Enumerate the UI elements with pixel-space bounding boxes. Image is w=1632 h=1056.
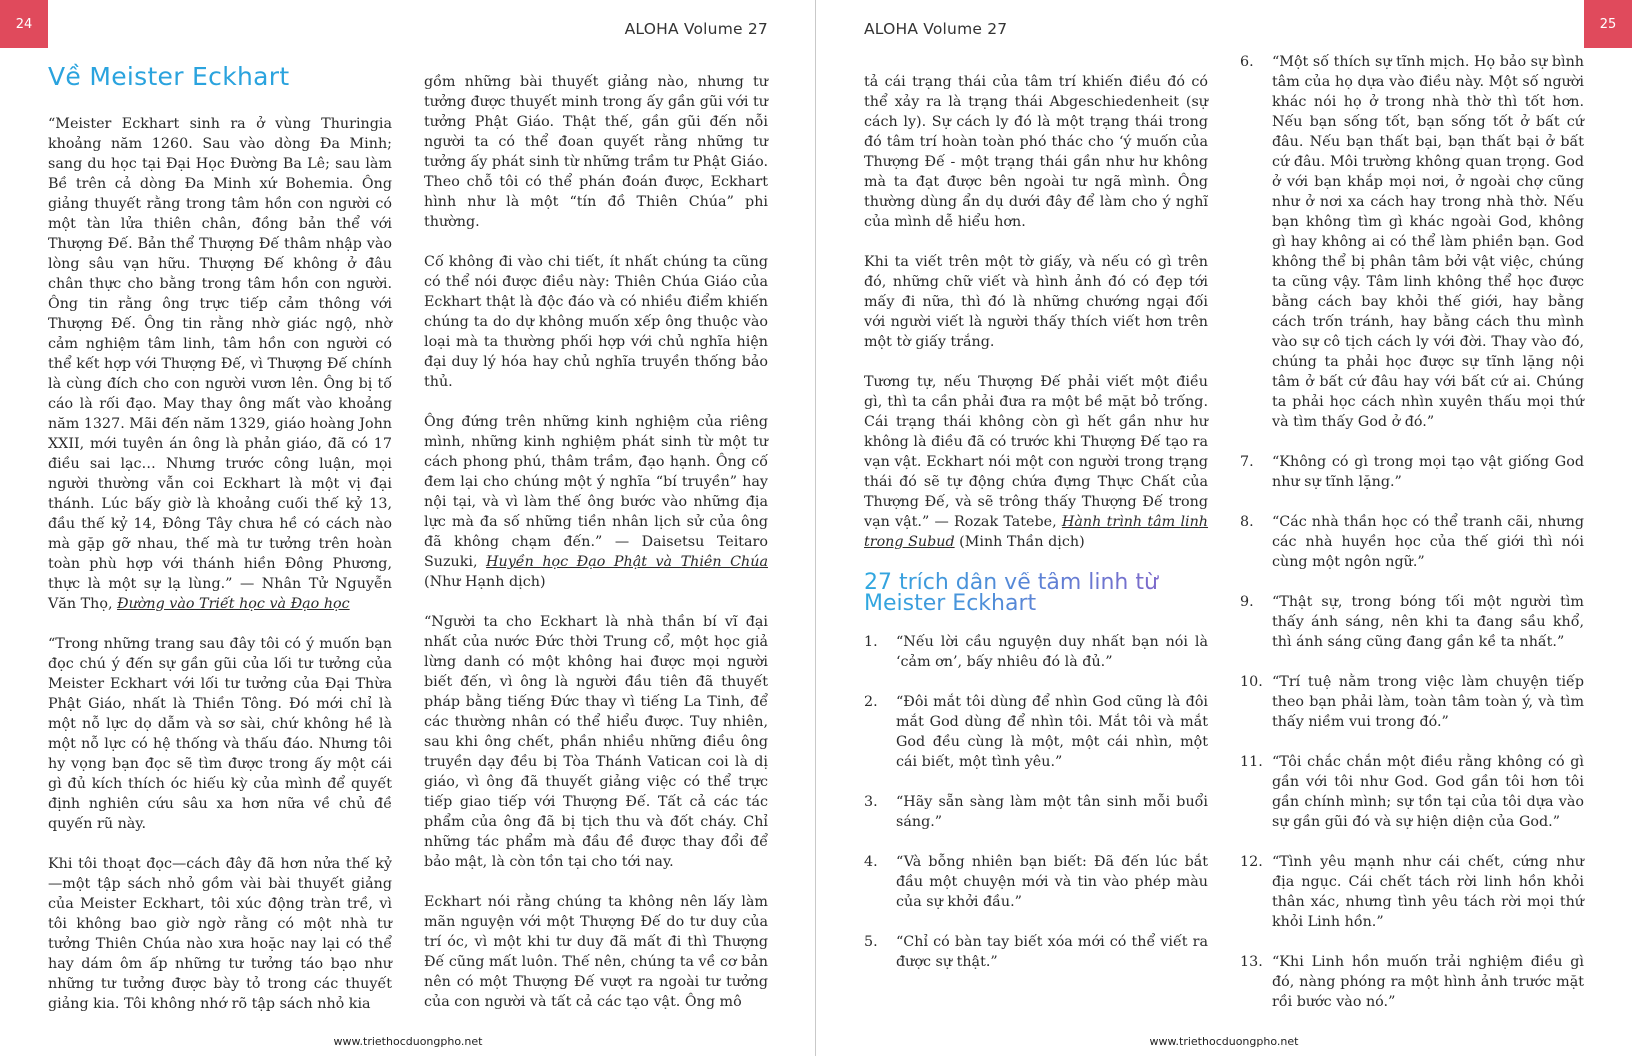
quote-item	[1240, 672, 1584, 732]
left-column-1	[48, 60, 392, 1034]
left-column-2	[424, 72, 768, 1032]
quote-text: “Các nhà thần học có thể tranh cãi, nhưng các nhà huyền học của thế giới thì nói cùng một ngôn ngữ.”	[1272, 514, 1584, 570]
quote-number: 5.	[864, 934, 878, 950]
quote-item	[1240, 512, 1584, 572]
running-header: ALOHA Volume 27	[864, 20, 1008, 38]
paragraph	[48, 114, 392, 614]
paragraph	[424, 412, 768, 592]
quote-text: “Không có gì trong mọi tạo vật giống God như sự tĩnh lặng.”	[1272, 454, 1584, 490]
right-column-2	[1240, 52, 1584, 1032]
quote-text: “Đôi mắt tôi dùng để nhìn God cũng là đôi mắt God dùng để nhìn tôi. Mắt tôi và mắt God đều cùng là một, một cái nhìn, một cái biết, một tình yêu.”	[896, 694, 1208, 770]
quote-number: 13.	[1240, 954, 1263, 970]
paragraph	[864, 372, 1208, 552]
book-reference: Đường vào Triết học và Đạo học	[117, 596, 350, 612]
quote-item	[1240, 592, 1584, 652]
translator-note: (Minh Thần dịch)	[954, 534, 1085, 550]
quote-text: “Tình yêu mạnh như cái chết, cứng như địa ngục. Cái chết tách rời linh hồn khỏi thân xác, nhưng tình yêu tách rời mọi thứ khỏi Linh hồn.”	[1272, 854, 1584, 930]
quote-number: 12.	[1240, 854, 1263, 870]
footer-url: www.triethocduongpho.net	[1149, 1035, 1299, 1048]
quote-number: 11.	[1240, 754, 1263, 770]
paragraph: “Người ta cho Eckhart là nhà thần bí vĩ đại nhất của nước Đức thời Trung cổ, một học giả lừng danh có một không hai được mọi người biết đến, vì ông là người đầu tiên đã thuyết pháp bằng tiếng Đức thay vì tiếng La Tinh, để các thường nhân có thể hiểu được. Tuy nhiên, sau khi ông chết, phần nhiều những điều ông truyền dạy đều bị Tòa Thánh Vatican coi là dị giáo, vì ông đã thuyết giảng việc có thể trực tiếp giao tiếp với Thượng Đế. Tất cả các tác phẩm của ông đã bị tịch thu và đốt cháy. Chỉ những tác phẩm mà đầu đề được thay đổi để bảo mật, là còn tồn tại cho tới nay.	[424, 614, 768, 870]
quote-list	[1240, 52, 1584, 1012]
quote-item	[1240, 852, 1584, 932]
quote-item	[1240, 52, 1584, 432]
page-number-badge	[0, 0, 48, 48]
quote-number: 10.	[1240, 674, 1263, 690]
quote-text: “Nếu lời cầu nguyện duy nhất bạn nói là ‘cảm ơn’, bấy nhiêu đó là đủ.”	[896, 634, 1208, 670]
quote-number: 9.	[1240, 594, 1254, 610]
quotes-section-title: 27 trích dẫn về tâm linh từ Meister Eckhart	[864, 572, 1208, 614]
page-number-badge	[1584, 0, 1632, 48]
book-reference: Hành trình tâm linh trong Subud	[864, 514, 1209, 550]
paragraph: Cố không đi vào chi tiết, ít nhất chúng ta cũng có thể nói được điều này: Thiên Chúa Giáo của Eckhart thật là độc đáo và có nhiều điểm khiến chúng ta do dự không muốn xếp ông thuộc vào loại mà ta thường phối hợp với chủ nghĩa hiện đại duy lý hóa hay chủ nghĩa truyền thống bảo thủ.	[424, 254, 768, 390]
quote-text: “Và bỗng nhiên bạn biết: Đã đến lúc bắt đầu một chuyện mới và tin vào phép màu của sự khởi đầu.”	[896, 854, 1208, 910]
paragraph: Khi tôi thoạt đọc—cách đây đã hơn nửa thế kỷ—một tập sách nhỏ gồm vài bài thuyết giảng của Meister Eckhart, tôi xúc động tràn trề, vì tôi không bao giờ ngờ rằng có một nhà tư tưởng Thiên Chúa nào xưa hoặc nay lại có thể hay dám ôm ấp những tư tưởng táo bạo như những tư tưởng được bày tỏ trong các thuyết giảng kia. Tôi không nhớ rõ tập sách nhỏ kia	[48, 856, 392, 1012]
paragraph-text: Tương tự, nếu Thượng Đế phải viết một điều gì, thì ta cần phải đưa ra một bề mặt bỏ trống. Cái trạng thái không còn gì hết gần như hư không là điều đã có trước khi Thượng Đế tạo ra vạn vật. Eckhart nói một con người trong trạng thái đó sẽ tự động chứa đựng Thực Chất của Thượng Đế, và sẽ trông thấy Thượng Đế trong vạn vật.” — Rozak Tatebe,	[864, 374, 1208, 530]
quote-text: “Thật sự, trong bóng tối một người tìm thấy ánh sáng, nên khi ta đang sầu khổ, thì ánh sáng cũng đang gần kề ta nhất.”	[1272, 594, 1584, 650]
quote-number: 3.	[864, 794, 878, 810]
quote-number: 7.	[1240, 454, 1254, 470]
quote-number: 1.	[864, 634, 878, 650]
page-number: 25	[1599, 16, 1617, 32]
quote-text: “Khi Linh hồn muốn trải nghiệm điều gì đó, nàng phóng ra một hình ảnh trước mặt rồi bước vào nó.”	[1272, 954, 1584, 1010]
quote-text: “Trí tuệ nằm trong việc làm chuyện tiếp theo bạn phải làm, toàn tâm toàn ý, và tìm thấy niềm vui trong đó.”	[1272, 674, 1584, 730]
quote-item	[864, 932, 1208, 972]
quote-number: 4.	[864, 854, 878, 870]
quote-number: 2.	[864, 694, 878, 710]
paragraph: “Trong những trang sau đây tôi có ý muốn bạn đọc chú ý đến sự gần gũi của lối tư tưởng của Meister Eckhart với lối tư tưởng của Đại Thừa Phật Giáo, nhất là Thiền Tông. Đó mới chỉ là một nỗ lực dọ dẫm và sơ sài, chứ không hề là một nỗ lực có hệ thống và thấu đáo. Nhưng tôi hy vọng bạn đọc sẽ tìm được trong ấy một cái gì đủ kích thích óc hiếu kỳ của mình để quyết định nghiên cứu sâu xa hơn nữa về chủ đề quyến rũ này.	[48, 636, 392, 832]
quote-item	[864, 692, 1208, 772]
paragraph: Eckhart nói rằng chúng ta không nên lấy làm mãn nguyện với một Thượng Đế do tư duy của trí óc, vì một khi tư duy đã mất đi thì Thượng Đế cũng mất luôn. Thế nên, chúng ta về cơ bản nên có một Thượng Đế vượt ra ngoài tư tưởng của con người và tất cả các tạo vật. Ông mô	[424, 894, 768, 1010]
right-column-1	[864, 72, 1208, 992]
quote-number: 8.	[1240, 514, 1254, 530]
paragraph: Khi ta viết trên một tờ giấy, và nếu có gì trên đó, những chữ viết và hình ảnh đó có đẹp tới mấy đi nữa, thì đó là những chướng ngại đối với người viết là người thấy thích viết hơn trên một tờ giấy trắng.	[864, 254, 1208, 350]
quote-item	[1240, 952, 1584, 1012]
quote-number: 6.	[1240, 54, 1254, 70]
quote-list	[864, 632, 1208, 972]
section-title: Về Meister Eckhart	[48, 62, 290, 91]
book-reference: Huyền học Đạo Phật và Thiên Chúa	[486, 554, 768, 570]
paragraph: gồm những bài thuyết giảng nào, nhưng tư tưởng được thuyết minh trong ấy gần gũi với tư tưởng Phật Giáo. Thật thế, gần gũi đến nỗi người ta có thể đoan quyết rằng những tư tưởng ấy phát sinh từ những trầm tư Phật Giáo. Theo chỗ tôi có thể phán đoán được, Eckhart hình như là một “tín đồ Thiên Chúa” phi thường.	[424, 74, 768, 230]
translator-note: (Như Hạnh dịch)	[424, 574, 546, 590]
quote-item	[1240, 752, 1584, 832]
quote-text: “Hãy sẵn sàng làm một tân sinh mỗi buổi sáng.”	[896, 794, 1208, 830]
quote-item	[864, 852, 1208, 912]
quote-item	[864, 792, 1208, 832]
quote-text: “Chỉ có bàn tay biết xóa mới có thể viết ra được sự thật.”	[896, 934, 1208, 970]
quote-text: “Một số thích sự tĩnh mịch. Họ bảo sự bình tâm của họ dựa vào điều này. Một số người khác nói họ ở trong nhà thờ thì tốt hơn. Nếu bạn sống tốt, bạn sống tốt ở bất cứ đâu. Nếu bạn thất bại, bạn thất bại ở bất cứ đâu. Môi trường không quan trọng. God ở với bạn khắp mọi nơi, ở ngoài chợ cũng như ở nơi xa cách hay trong nhà thờ. Nếu bạn không tìm gì khác ngoài God, không gì hay không ai có thể làm phiền bạn. God không thể bị phân tâm bởi vật việc, chúng ta cũng vậy. Tâm linh không thể học được bằng cách bay khỏi thế giới, hay bằng cách trốn tránh, hay bằng cách thu mình vào sự cô tịch cách ly với đời. Thay vào đó, chúng ta phải học được sự tĩnh lặng nội tâm ở bất cứ đâu hay với bất cứ ai. Chúng ta phải học cách nhìn xuyên thấu mọi thứ và tìm thấy God ở đó.”	[1272, 54, 1584, 430]
quote-item	[864, 632, 1208, 672]
paragraph-text: Ông đứng trên những kinh nghiệm của riêng mình, những kinh nghiệm phát sinh từ một tư cách phong phú, thâm trầm, đạo hạnh. Ông cố đem lại cho chúng một ý nghĩa “bí truyền” hay nội tại, và vì làm thế ông bước vào những địa lực mà đa số những tiền nhân lịch sử của ông đã không chạm đến.” — Daisetsu Teitaro Suzuki,	[424, 414, 768, 570]
footer-url: www.triethocduongpho.net	[333, 1035, 483, 1048]
quote-item	[1240, 452, 1584, 492]
paragraph-text: “Meister Eckhart sinh ra ở vùng Thuringia khoảng năm 1260. Sau vào dòng Đa Minh; sang du học tại Đại Học Đường Ba Lê; sau làm Bề trên cả dòng Đa Minh xứ Bohemia. Ông giảng thuyết rằng trong tâm hồn con người có một tàn lửa thiên chân, đồng bản thể với Thượng Đế. Bản thể Thượng Đế thâm nhập vào lòng sâu vạn hữu. Thượng Đế không ở đâu chân thực cho bằng trong tâm hồn con người. Ông tin rằng ông trực tiếp cảm thông với Thượng Đế. Ông tin rằng nhờ giác ngộ, nhờ cảm nghiệm tâm linh, tâm hồn con người có thể kết hợp với Thượng Đế, vì Thượng Đế chính là cùng đích cho con người vươn lên. Ông bị tố cáo là rối đạo. May thay ông mất vào khoảng năm 1327. Mãi đến năm 1329, giáo hoàng John XXII, mới tuyên án ông là phản giáo, đã có 17 điều sai lạc… Nhưng trước công luận, mọi người thường vẫn coi Eckhart là một vị đại thánh. Lúc bấy giờ là khoảng cuối thế kỷ 13, đầu thế kỷ 14, Đông Tây chưa hề có cách nào mà gặp gỡ nhau, thế mà tư tưởng trên hoàn toàn phù hợp với thánh hiền Đông Phương, thực là một sự lạ lùng.” — Nhân Tử Nguyễn Văn Thọ,	[48, 116, 392, 612]
paragraph: tả cái trạng thái của tâm trí khiến điều đó có thể xảy ra là trạng thái Abgeschiedenheit (sự cách ly). Sự cách ly đó là một trạng thái trong đó tâm trí hoàn toàn phó thác cho ‘ý muốn của Thượng Đế - một trạng thái gần như hư không mà ta đạt được bên ngoài tư ngã mình. Ông thường dùng ẩn dụ dưới đây để làm cho ý nghĩ của mình dễ hiểu hơn.	[864, 74, 1208, 230]
page-number: 24	[15, 16, 33, 32]
running-header: ALOHA Volume 27	[624, 20, 768, 38]
quote-text: “Tôi chắc chắn một điều rằng không có gì gần với tôi như God. God gần tôi hơn tôi gần chính mình; sự tồn tại của tôi dựa vào sự gần gũi đó và sự hiện diện của God.”	[1272, 754, 1584, 830]
